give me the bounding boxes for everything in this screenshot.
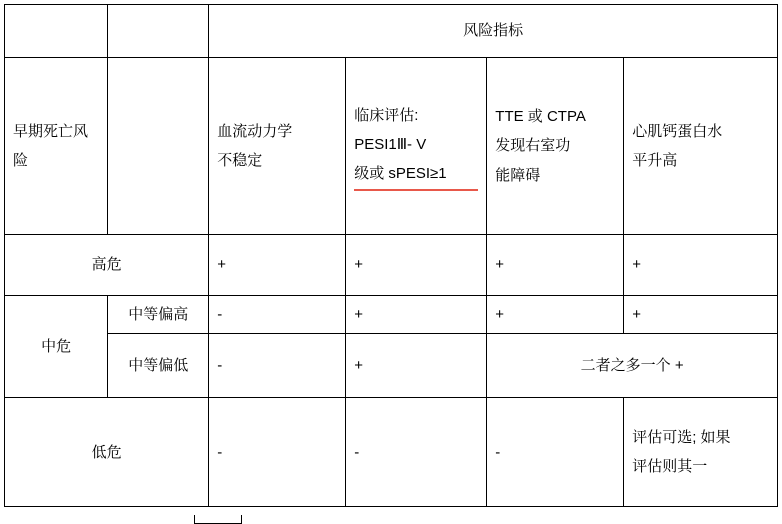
column-head-clinical-assessment-line-1: 临床评估: — [354, 106, 419, 124]
cell-high-clinical: + — [346, 235, 487, 296]
cell-intlow-merged-note: 二者之多一个 + — [487, 334, 778, 398]
column-head-troponin — [624, 58, 778, 235]
column-head-blank — [108, 58, 209, 235]
column-head-hemodynamics-line-2: 不稳定 — [217, 152, 263, 169]
column-head-clinical-assessment — [346, 58, 487, 235]
column-head-hemodynamics-line-1: 血流动力学 — [217, 122, 293, 140]
row-label-intermediate-risk: 中危 — [5, 296, 108, 398]
column-head-rv-dysfunction-line-3: 能障碍 — [495, 166, 541, 184]
risk-indicator-header: 风险指标 — [209, 5, 778, 58]
row-label-high-risk: 高危 — [5, 235, 209, 296]
header-corner-blank-2 — [108, 5, 209, 58]
column-head-rv-dysfunction-line-2: 发现右室功 — [495, 137, 571, 155]
cell-low-troponin — [624, 398, 778, 507]
cell-low-troponin-line-1: 评估可选; 如果 — [632, 429, 731, 446]
cell-low-troponin-line-2: 评估则其一 — [632, 458, 708, 476]
column-head-rv-dysfunction — [487, 58, 624, 235]
risk-stratification-table — [4, 4, 778, 507]
column-head-clinical-assessment-line-3: 级或 sPESI≥1 — [354, 159, 478, 191]
cell-inthigh-troponin: + — [624, 296, 778, 334]
column-head-troponin-line-2: 平升高 — [632, 152, 678, 169]
row-sublabel-intermediate-low: 中等偏低 — [108, 334, 209, 398]
table-row-low-risk — [5, 398, 778, 507]
cell-intlow-hemodynamics: - — [209, 334, 346, 398]
row-label-low-risk: 低危 — [5, 398, 209, 507]
document-page — [0, 4, 782, 524]
cell-high-troponin: + — [624, 235, 778, 296]
row-label-header — [5, 58, 108, 235]
column-head-rv-dysfunction-line-1: TTE 或 CTPA — [495, 108, 586, 126]
table-row-column-heads — [5, 58, 778, 235]
cell-low-rv: - — [487, 398, 624, 507]
table-row-intermediate-high — [5, 296, 778, 334]
table-row-intermediate-low — [5, 334, 778, 398]
cell-inthigh-rv: + — [487, 296, 624, 334]
row-sublabel-intermediate-high: 中等偏高 — [108, 296, 209, 334]
cell-inthigh-clinical: + — [346, 296, 487, 334]
column-head-troponin-line-1: 心肌钙蛋白水 — [632, 122, 723, 140]
cell-low-hemodynamics: - — [209, 398, 346, 507]
table-row-high-risk — [5, 235, 778, 296]
cell-intlow-clinical: + — [346, 334, 487, 398]
header-corner-blank — [5, 5, 108, 58]
cell-low-clinical: - — [346, 398, 487, 507]
cell-high-rv: + — [487, 235, 624, 296]
cell-high-hemodynamics: + — [209, 235, 346, 296]
cell-inthigh-hemodynamics: - — [209, 296, 346, 334]
column-head-hemodynamics — [209, 58, 346, 235]
column-head-clinical-assessment-line-2: PESI1Ⅲ- V — [354, 135, 427, 153]
table-row-header-group — [5, 5, 778, 58]
row-label-header-line-1: 早期死亡风险 — [13, 122, 89, 169]
